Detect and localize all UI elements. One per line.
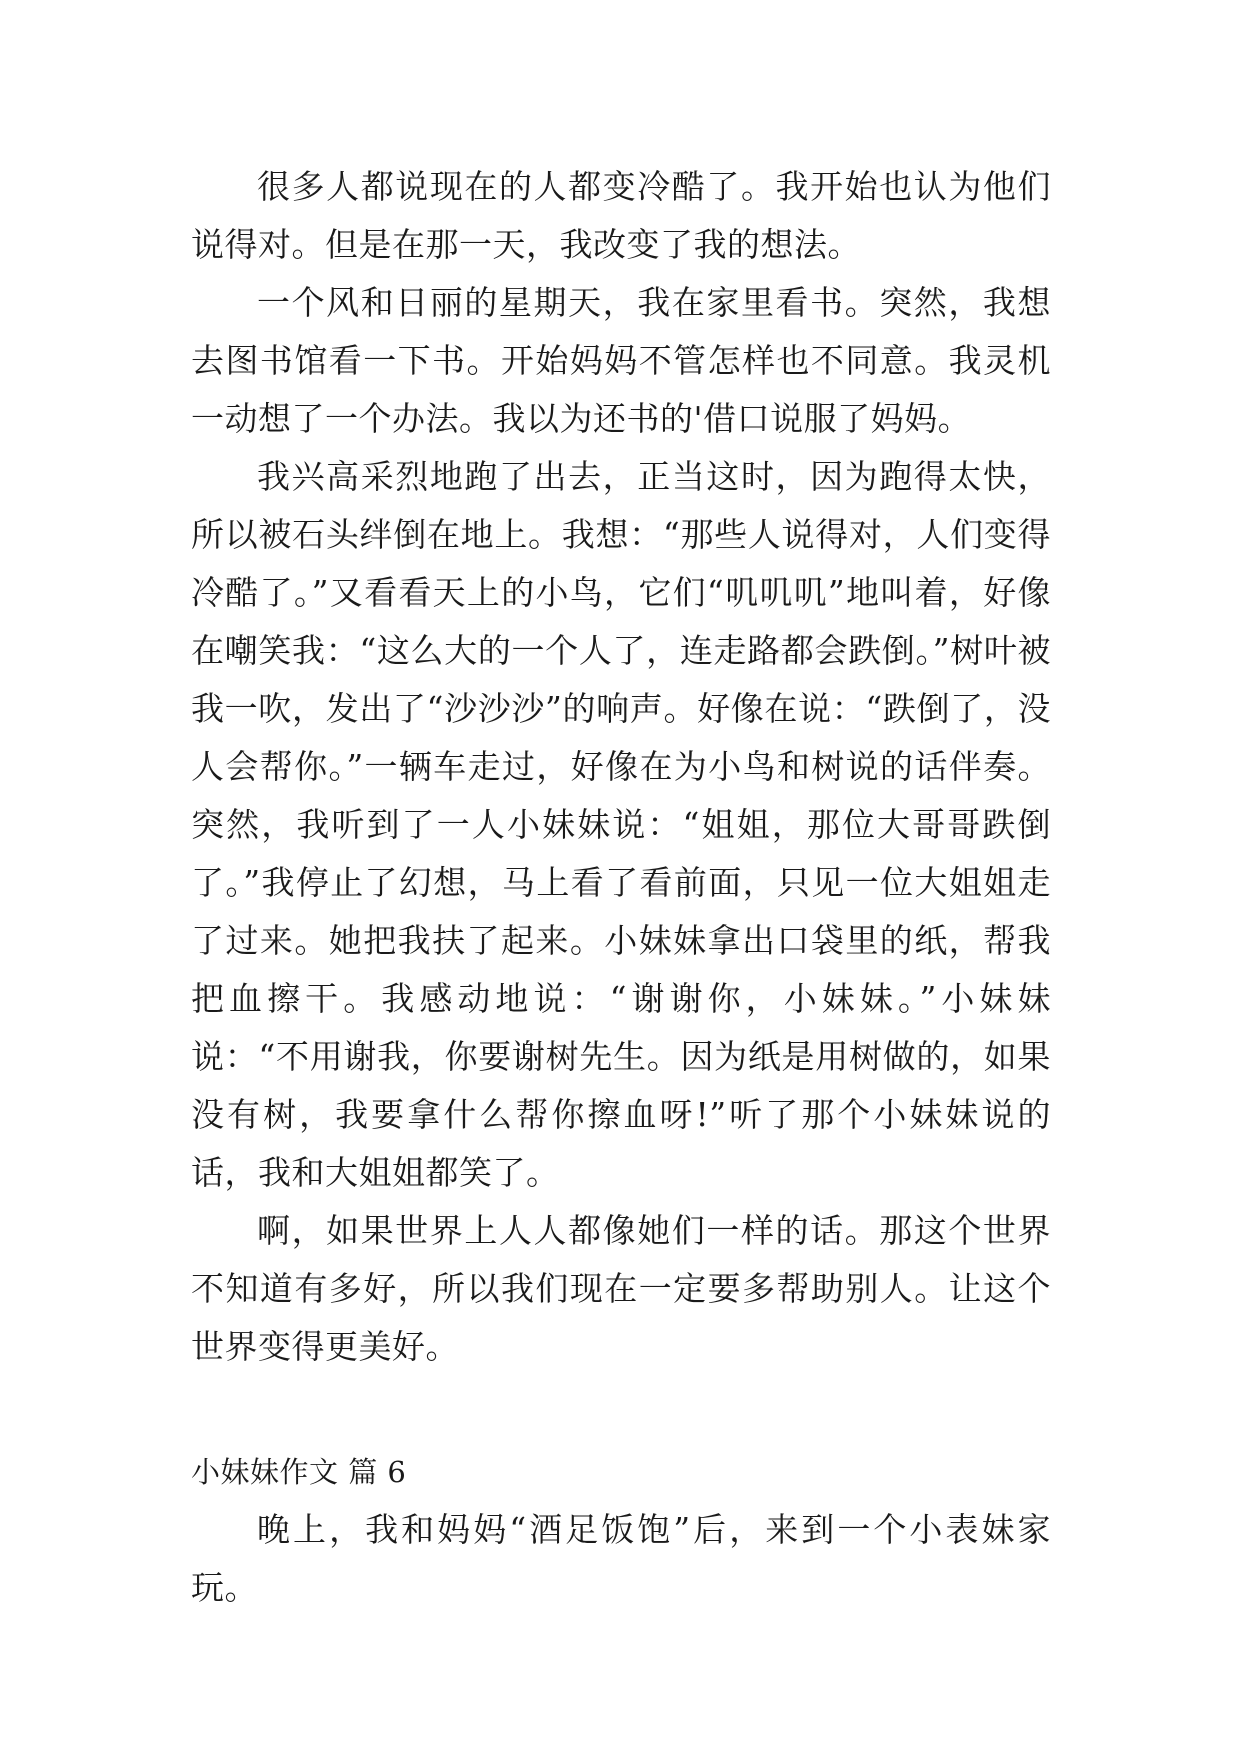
- paragraph-5: 晚上，我和妈妈“酒足饭饱”后，来到一个小表妹家玩。: [191, 1510, 1051, 1607]
- document-body: [191, 158, 1051, 1617]
- paragraph-3: 我兴高采烈地跑了出去，正当这时，因为跑得太快，所以被石头绊倒在地上。我想：“那些人说得对，人们变得冷酷了。”又看看天上的小鸟，它们“叽叽叽”地叫着，好像在嘲笑我：“这么大的一个人了，连走路都会跌倒。”树叶被我一吹，发出了“沙沙沙”的响声。好像在说：“跌倒了，没人会帮你。”一辆车走过，好像在为小鸟和树说的话伴奏。突然，我听到了一人小妹妹说：“姐姐，那位大哥哥跌倒了。”我停止了幻想，马上看了看前面，只见一位大姐姐走了过来。她把我扶了起来。小妹妹拿出口袋里的纸，帮我把血擦干。我感动地说：“谢谢你，小妹妹。”小妹妹说：“不用谢我，你要谢树先生。因为纸是用树做的，如果没有树，我要拿什么帮你擦血呀!”听了那个小妹妹说的话，我和大姐姐都笑了。: [191, 457, 1051, 1192]
- paragraph-1: 很多人都说现在的人都变冷酷了。我开始也认为他们说得对。但是在那一天，我改变了我的想法。: [191, 167, 1051, 264]
- paragraph-4: 啊，如果世界上人人都像她们一样的话。那这个世界不知道有多好，所以我们现在一定要多帮助别人。让这个世界变得更美好。: [191, 1211, 1051, 1366]
- section-heading: 小妹妹作文 篇 6: [191, 1455, 407, 1489]
- paragraph-2: 一个风和日丽的星期天，我在家里看书。突然，我想去图书馆看一下书。开始妈妈不管怎样也不同意。我灵机一动想了一个办法。我以为还书的'借口说服了妈妈。: [191, 283, 1051, 438]
